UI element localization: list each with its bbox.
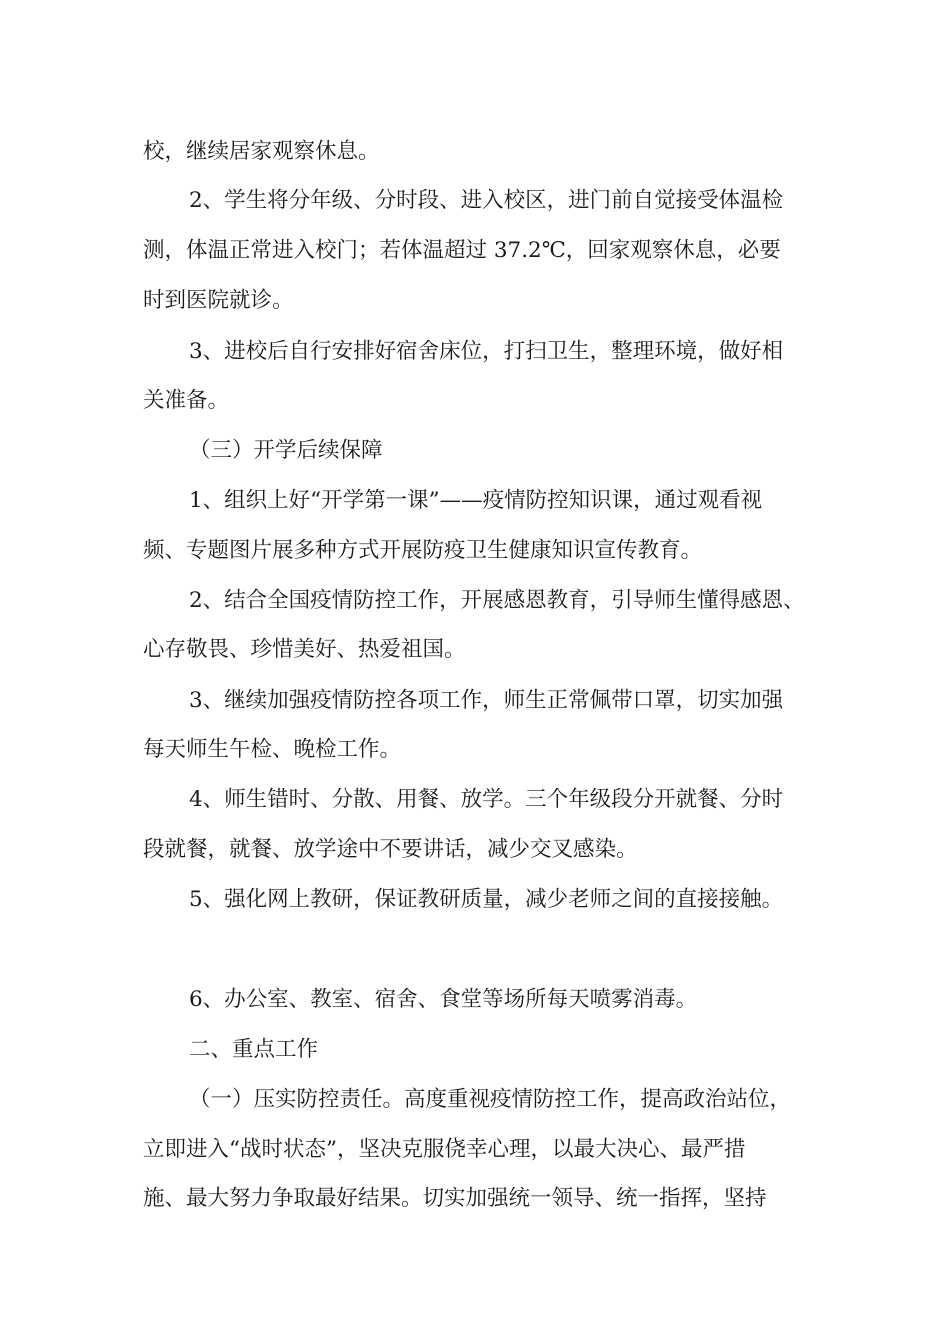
- text-line: （一）压实防控责任。高度重视疫情防控工作，提高政治站位，: [189, 1087, 792, 1112]
- text-line: 5、强化网上教研，保证教研质量，减少老师之间的直接接触。: [189, 887, 784, 912]
- text-line: 每天师生午检、晚检工作。: [143, 737, 402, 762]
- text-line: 心存敬畏、珍惜美好、热爱祖国。: [143, 637, 466, 662]
- text-line: 6、办公室、教室、宿舍、食堂等场所每天喷雾消毒。: [189, 987, 698, 1012]
- section-heading: 二、重点工作: [189, 1037, 319, 1062]
- text-line: 频、专题图片展多种方式开展防疫卫生健康知识宣传教育。: [143, 538, 703, 563]
- text-line: 3、继续加强疫情防控各项工作，师生正常佩带口罩，切实加强: [189, 688, 784, 713]
- text-line: 时到医院就诊。: [143, 288, 294, 313]
- text-line: 1、组织上好“开学第一课”——疫情防控知识课，通过观看视: [189, 488, 763, 513]
- text-line: 2、结合全国疫情防控工作，开展感恩教育，引导师生懂得感恩、: [189, 588, 805, 613]
- text-line: 2、学生将分年级、分时段、进入校区，进门前自觉接受体温检: [189, 188, 784, 213]
- text-line: 施、最大努力争取最好结果。切实加强统一领导、统一指挥，坚持: [143, 1186, 767, 1211]
- section-heading: （三）开学后续保障: [189, 438, 383, 463]
- text-line: 测，体温正常进入校门；若体温超过 37.2℃，回家观察休息，必要: [143, 238, 781, 263]
- text-line: 段就餐，就餐、放学途中不要讲话，减少交叉感染。: [143, 837, 638, 862]
- text-line: 4、师生错时、分散、用餐、放学。三个年级段分开就餐、分时: [189, 787, 784, 812]
- text-line: 3、进校后自行安排好宿舍床位，打扫卫生，整理环境，做好相: [189, 339, 784, 364]
- text-line: 关准备。: [143, 388, 230, 413]
- text-line: 校，继续居家观察休息。: [143, 139, 380, 164]
- text-line: 立即进入“战时状态”，坚决克服侥幸心理，以最大决心、最严措: [143, 1137, 746, 1162]
